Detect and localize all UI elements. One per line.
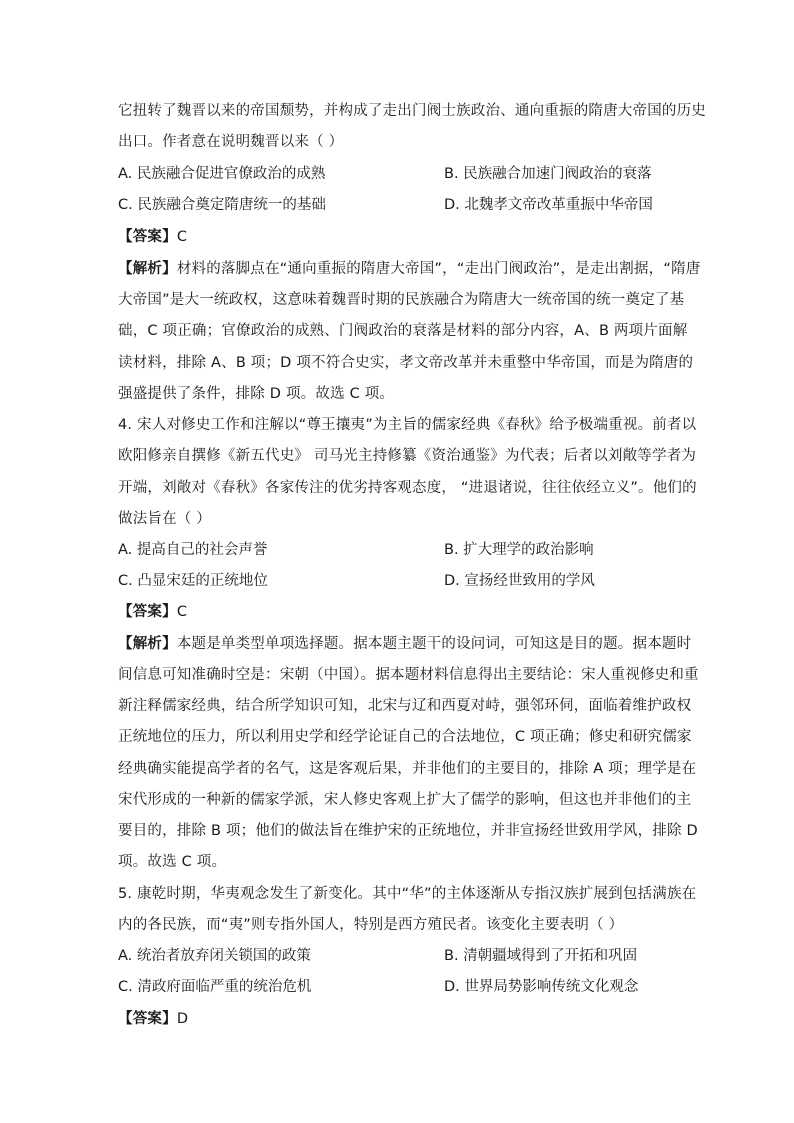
q4-analysis-line: 新注释儒家经典，结合所学知识可知，北宋与辽和西夏对峙，强邻环伺，面临着维护政权 — [118, 698, 692, 714]
q4-option-a: A. 提高自己的社会声誉 — [118, 542, 268, 558]
q5-option-d: D. 世界局势影响传统文化观念 — [444, 979, 639, 995]
q5-option-b: B. 清朝疆域得到了开拓和巩固 — [444, 948, 638, 964]
analysis-text: 本题是单类型单项选择题。据本题主题干的设问词，可知这是目的题。据本题时 — [176, 636, 692, 652]
q4-option-b: B. 扩大理学的政治影响 — [444, 542, 594, 558]
question-4-stem-line: 4. 宋人对修史工作和注解以“尊王攘夷”为主旨的儒家经典《春秋》给予极端重视。前者以 — [118, 417, 697, 433]
q5-option-a: A. 统治者放弃闭关锁国的政策 — [118, 948, 311, 964]
q4-analysis-line: 要目的，排除 B 项；他们的做法旨在维护宋的正统地位，并非宣扬经世致用学风，排除 D — [118, 823, 698, 839]
q4-analysis-line: 项。故选 C 项。 — [118, 854, 227, 870]
question-5-stem-line: 5. 康乾时期，华夷观念发生了新变化。其中“华”的主体逐渐从专指汉族扩展到包括满族在 — [118, 886, 697, 902]
question-4-stem-line: 开端，刘敞对《春秋》各家传注的优劣持客观态度， “进退诸说，往往依经立义”。他们的 — [118, 480, 697, 496]
answer-value: C — [176, 229, 188, 245]
analysis-line: 强盛提供了条件，排除 D 项。故选 C 项。 — [118, 386, 395, 402]
option-b: B. 民族融合加速门阀政治的衰落 — [444, 166, 652, 182]
q4-option-c: C. 凸显宋廷的正统地位 — [118, 573, 268, 589]
answer-label: 【答案】 — [118, 229, 177, 245]
question-stem-line: 出口。作者意在说明魏晋以来（ ） — [118, 134, 344, 150]
option-a: A. 民族融合促进官僚政治的成熟 — [118, 166, 326, 182]
q4-analysis-line: 经典确实能提高学者的名气，这是客观后果，并非他们的主要目的，排除 A 项；理学是在 — [118, 761, 697, 777]
analysis-line: 础，C 项正确；官僚政治的成熟、门阀政治的衰落是材料的部分内容，A、B 两项片面解 — [118, 323, 688, 339]
analysis-label: 【解析】 — [118, 636, 177, 652]
analysis-text: 材料的落脚点在“通向重振的隋唐大帝国”，“走出门阀政治”，是走出割据，“隋唐 — [176, 261, 701, 277]
question-5-stem-line: 内的各民族，而“夷”则专指外国人，特别是西方殖民者。该变化主要表明（ ） — [118, 917, 624, 933]
q4-analysis-line: 宋代形成的一种新的儒家学派，宋人修史客观上扩大了儒学的影响，但这也并非他们的主 — [118, 792, 692, 808]
option-c: C. 民族融合奠定隋唐统一的基础 — [118, 197, 326, 213]
option-d: D. 北魏孝文帝改革重振中华帝国 — [444, 197, 653, 213]
q4-analysis-line: 正统地位的压力，所以利用史学和经学论证自己的合法地位，C 项正确；修史和研究儒家 — [118, 729, 692, 745]
q4-answer-line — [118, 603, 678, 621]
answer-label: 【答案】 — [118, 1011, 177, 1027]
q4-option-d: D. 宣扬经世致用的学风 — [444, 573, 595, 589]
q4-analysis-line — [118, 635, 692, 653]
analysis-label: 【解析】 — [118, 261, 177, 277]
analysis-line: 大帝国”是大一统政权，这意味着魏晋时期的民族融合为隋唐大一统帝国的统一奠定了基 — [118, 292, 685, 308]
analysis-line: 读材料，排除 A、B 项；D 项不符合史实，孝文帝改革并未重整中华帝国，而是为隋唐的 — [118, 355, 694, 371]
q5-answer-line — [118, 1010, 678, 1028]
answer-value: D — [176, 1011, 189, 1027]
q5-option-c: C. 清政府面临严重的统治危机 — [118, 979, 312, 995]
q4-analysis-line: 间信息可知准确时空是：宋朝（中国）。据本题材料信息得出主要结论：宋人重视修史和重 — [118, 667, 699, 683]
answer-label: 【答案】 — [118, 604, 177, 620]
answer-line — [118, 228, 678, 246]
question-4-stem-line: 欧阳修亲自撰修《新五代史》 司马光主持修纂《资治通鉴》为代表；后者以刘敞等学者为 — [118, 448, 697, 464]
analysis-line — [118, 260, 701, 278]
question-stem-line: 它扭转了魏晋以来的帝国颓势，并构成了走出门阀士族政治、通向重振的隋唐大帝国的历史 — [118, 103, 706, 119]
answer-value: C — [176, 604, 188, 620]
question-4-stem-line: 做法旨在（ ） — [118, 511, 212, 527]
